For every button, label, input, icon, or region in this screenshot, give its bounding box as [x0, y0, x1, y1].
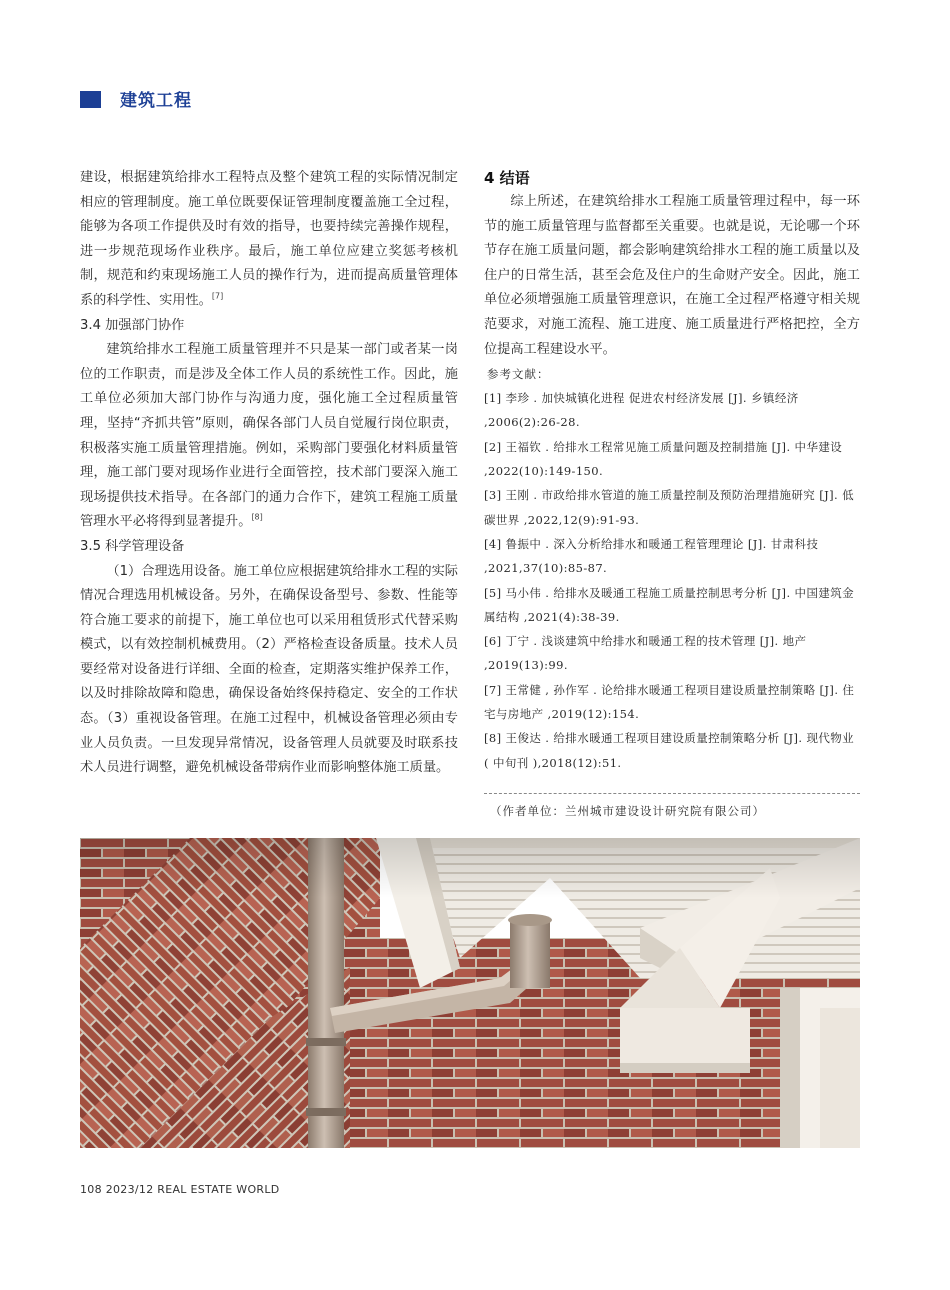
reference-item: [7] 王常健 , 孙作军 . 论给排水暖通工程项目建设质量控制策略 [J]. 住宅与房地产 ,2019(12):154.	[484, 682, 855, 722]
reference-item: [4] 鲁振中 . 深入分析给排水和暖通工程管理理论 [J]. 甘肃科技 ,2021,37(10):85-87.	[484, 536, 819, 576]
paragraph: 综上所述，在建筑给排水工程施工质量管理过程中，每一环节的施工质量管理与监督都至关重要。也就是说，无论哪一个环节存在施工质量问题，都会影响建筑给排水工程的施工质量以及住户的日常生活，甚至会危及住户的生命财产安全。因此，施工单位必须增强施工质量管理意识，在施工全过程严格遵守相关规范要求，对施工流程、施工进度、施工质量进行严格把控，全方位提高工程建设水平。	[484, 194, 860, 357]
paragraph: 建筑给排水工程施工质量管理并不只是某一部门或者某一岗位的工作职责，而是涉及全体工作人员的系统性工作。因此，施工单位必须加大部门协作与沟通力度，强化施工全过程质量管理，坚持“齐抓共管”原则，确保各部门人员自觉履行岗位职责，积极落实施工质量管理措施。例如，采购部门要强化材料质量管理，施工部门要对现场作业进行全面管控，技术部门要深入施工现场提供技术指导。在各部门的通力合作下，建筑工程施工质量管理水平必将得到显著提升。[8]	[80, 342, 458, 530]
right-column	[484, 166, 860, 775]
author-affiliation: （作者单位：兰州城市建设设计研究院有限公司）	[490, 804, 765, 818]
subsection-heading: 3.4 加强部门协作	[80, 317, 185, 333]
section-header: 建筑工程	[120, 91, 192, 111]
reference-item: [3] 王刚 . 市政给排水管道的施工质量控制及预防治理措施研究 [J]. 低碳世界 ,2022,12(9):91-93.	[484, 488, 855, 527]
reference-item: [2] 王福钦 . 给排水工程常见施工质量问题及控制措施 [J]. 中华建设 ,2022(10):149-150.	[484, 439, 843, 479]
section-marker	[80, 91, 101, 108]
reference-item: [8] 王俊达 . 给排水暖通工程项目建设质量控制策略分析 [J]. 现代物业 ( 中旬刊 ),2018(12):51.	[484, 731, 855, 770]
subsection-heading: 3.5 科学管理设备	[80, 538, 185, 554]
page-footer: 108 2023/12 REAL ESTATE WORLD	[80, 1183, 280, 1196]
paragraph: （1）合理选用设备。施工单位应根据建筑给排水工程的实际情况合理选用机械设备。另外，在确保设备型号、参数、性能等符合施工要求的前提下，施工单位也可以采用租赁形式代替采购模式，以有效控制机械费用。（2）严格检查设备质量。技术人员要经常对设备进行详细、全面的检查，定期落实维护保养工作，以及时排除故障和隐患，确保设备始终保持稳定、安全的工作状态。（3）重视设备管理。在施工过程中，机械设备管理必须由专业人员负责。一旦发现异常情况，设备管理人员就要及时联系技术人员进行调整，避免机械设备带病作业而影响整体施工质量。	[80, 563, 458, 776]
reference-list	[484, 386, 860, 775]
section-heading: 4 结语	[484, 169, 530, 187]
photo-drainpipe-brick-wall	[80, 838, 860, 1148]
dotted-divider	[484, 793, 860, 794]
reference-item: [6] 丁宁 . 浅谈建筑中给排水和暖通工程的技术管理 [J]. 地产 ,2019(13):99.	[484, 634, 807, 673]
paragraph: 建设，根据建筑给排水工程特点及整个建筑工程的实际情况制定相应的管理制度。施工单位既要保证管理制度覆盖施工全过程，能够为各项工作提供及时有效的指导，也要持续完善操作规程，进一步规范现场作业秩序。最后，施工单位应建立奖惩考核机制，规范和约束现场施工人员的操作行为，进而提高质量管理体系的科学性、实用性。[7]	[80, 170, 458, 308]
citation: [7]	[211, 291, 224, 301]
references-heading: 参考文献：	[487, 367, 550, 382]
reference-item: [1] 李珍 . 加快城镇化进程 促进农村经济发展 [J]. 乡镇经济 ,2006(2):26-28.	[484, 391, 799, 430]
left-column	[80, 166, 458, 781]
reference-item: [5] 马小伟 . 给排水及暖通工程施工质量控制思考分析 [J]. 中国建筑金属结构 ,2021(4):38-39.	[484, 585, 855, 624]
citation: [8]	[251, 512, 263, 522]
